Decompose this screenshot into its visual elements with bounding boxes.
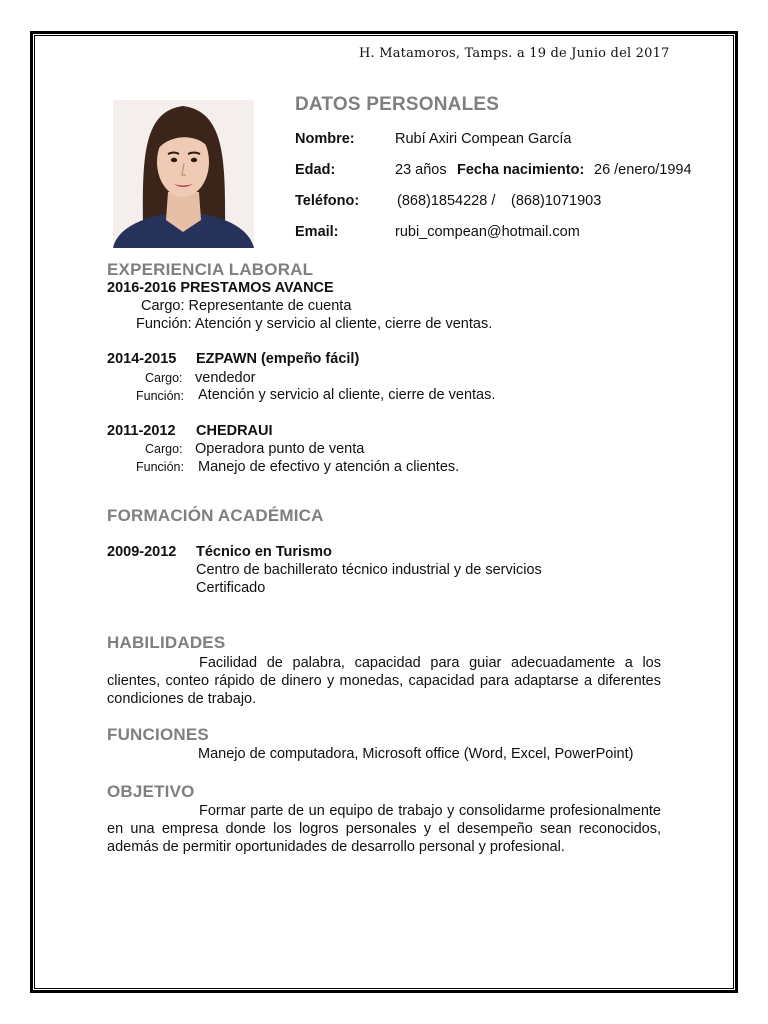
job-3-funcion-label: Función:	[136, 460, 184, 474]
job-2-funcion: Atención y servicio al cliente, cierre de ventas.	[198, 387, 496, 403]
profile-photo	[113, 100, 254, 248]
education-school: Centro de bachillerato técnico industrial y de servicios	[196, 562, 542, 578]
job-2-cargo-label: Cargo:	[145, 371, 183, 385]
job-2-years: 2014-2015	[107, 351, 177, 367]
name-label: Nombre:	[295, 131, 355, 147]
job-3-cargo: Operadora punto de venta	[195, 441, 365, 457]
experience-section-title: EXPERIENCIA LABORAL	[107, 260, 314, 279]
birth-label: Fecha nacimiento:	[457, 162, 585, 178]
phone-value-2: (868)1071903	[511, 193, 602, 209]
job-1-heading: 2016-2016 PRESTAMOS AVANCE	[107, 280, 334, 296]
objective-text: Formar parte de un equipo de trabajo y consolidarme profesionalmente en una empresa donde los logros personales y el desempeño sean reconocidos, además de permitir oportunidades de desarrollo personal y profesional.	[107, 803, 661, 855]
age-value: 23 años	[395, 162, 447, 178]
job-1-cargo: Cargo: Representante de cuenta	[141, 298, 352, 314]
job-3-years: 2011-2012	[107, 423, 176, 439]
education-years: 2009-2012	[107, 544, 177, 560]
skills-text: Facilidad de palabra, capacidad para guiar adecuadamente a los clientes, conteo rápido de dinero y monedas, capacidad para adaptarse a diferentes condiciones de trabajo.	[107, 655, 661, 707]
job-2-funcion-label: Función:	[136, 389, 184, 403]
phone-value-1: (868)1854228 /	[397, 193, 496, 209]
education-status: Certificado	[196, 580, 266, 596]
email-label: Email:	[295, 224, 339, 240]
job-2-company: EZPAWN (empeño fácil)	[196, 351, 360, 367]
objective-section-title: OBJETIVO	[107, 782, 195, 801]
name-value: Rubí Axiri Compean García	[395, 131, 572, 147]
job-1-funcion: Función: Atención y servicio al cliente, cierre de ventas.	[136, 316, 493, 332]
phone-label: Teléfono:	[295, 193, 360, 209]
email-value: rubi_compean@hotmail.com	[395, 224, 580, 240]
education-degree: Técnico en Turismo	[196, 544, 332, 560]
place-date: H. Matamoros, Tamps. a 19 de Junio del 2017	[359, 46, 670, 61]
job-2-cargo: vendedor	[195, 370, 256, 386]
job-3-funcion: Manejo de efectivo y atención a clientes.	[198, 459, 460, 475]
age-label: Edad:	[295, 162, 336, 178]
skills-section-title: HABILIDADES	[107, 633, 226, 652]
job-3-company: CHEDRAUI	[196, 423, 273, 439]
job-3-cargo-label: Cargo:	[145, 442, 183, 456]
education-section-title: FORMACIÓN ACADÉMICA	[107, 506, 324, 525]
personal-section-title: DATOS PERSONALES	[295, 94, 500, 115]
functions-text: Manejo de computadora, Microsoft office (Word, Excel, PowerPoint)	[198, 746, 634, 762]
functions-section-title: FUNCIONES	[107, 725, 209, 744]
profile-photo-illustration	[113, 100, 254, 248]
birth-value: 26 /enero/1994	[594, 162, 692, 178]
